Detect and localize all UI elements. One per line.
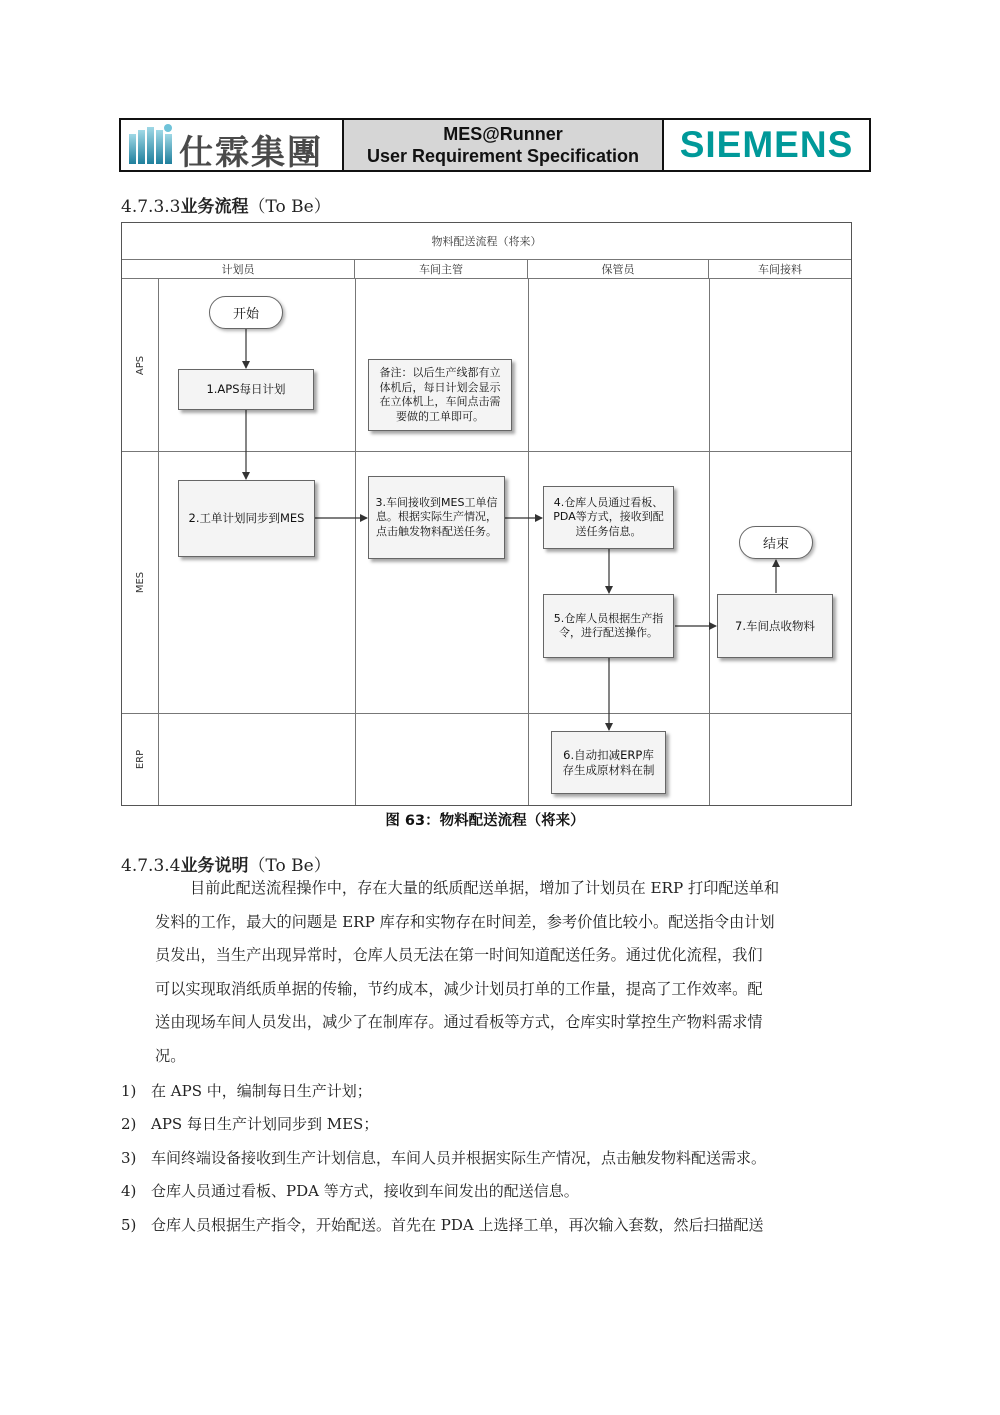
list-item-number: 4): [121, 1182, 137, 1200]
swimlane-flowchart: [121, 222, 852, 806]
paragraph-line: 可以实现取消纸质单据的传输，节约成本，减少计划员打单的工作量，提高了工作效率。配: [155, 979, 763, 998]
list-item-text: APS 每日生产计划同步到 MES；: [151, 1115, 379, 1133]
list-item: [121, 1147, 766, 1168]
company-logo: [123, 122, 341, 173]
section-suffix: （To Be）: [248, 856, 331, 876]
section-suffix: （To Be）: [248, 197, 331, 217]
section-heading-process: [121, 192, 331, 217]
document-title-block: [342, 120, 664, 170]
note-box: 备注：以后生产线都有立体机后，每日计划会显示在立体机上，车间点击需要做的工单即可。: [368, 359, 512, 431]
step-3-workshop-receive: 3.车间接收到MES工单信息。根据实际生产情况，点击触发物料配送任务。: [368, 476, 505, 559]
section-title: 业务流程: [180, 197, 249, 217]
start-node: 开始: [209, 296, 283, 329]
list-item-number: 3): [121, 1149, 137, 1167]
step-6-erp-deduction: 6.自动扣减ERP库存生成原材料在制: [551, 731, 666, 794]
step-2-sync-to-mes: 2.工单计划同步到MES: [178, 480, 315, 557]
description-paragraph: [155, 872, 865, 1073]
siemens-logo: [664, 120, 869, 170]
list-item-number: 5): [121, 1216, 137, 1234]
document-type: User Requirement Specification: [366, 146, 640, 166]
list-item: [121, 1080, 372, 1101]
paragraph-line: 员发出，当生产出现异常时，仓库人员无法在第一时间知道配送任务。通过优化流程，我们: [155, 946, 763, 964]
list-item-number: 1): [121, 1082, 137, 1100]
column-header-workshop-receiving: 车间接料: [709, 260, 851, 279]
document-header: [119, 118, 871, 172]
list-item: [121, 1214, 764, 1235]
list-item-number: 2): [121, 1115, 137, 1133]
step-4-warehouse-receive: 4.仓库人员通过看板、PDA等方式，接收到配送任务信息。: [543, 486, 674, 549]
figure-caption: 图 63：物料配送流程（将来）: [385, 813, 585, 829]
list-item-text: 仓库人员根据生产指令，开始配送。首先在 PDA 上选择工单，再次输入套数，然后扫描配送: [151, 1216, 764, 1234]
column-header-storekeeper: 保管员: [528, 260, 709, 279]
section-title: 业务说明: [180, 856, 249, 876]
paragraph-line: 目前此配送流程操作中，存在大量的纸质配送单据，增加了计划员在 ERP 打印配送单和: [190, 879, 780, 897]
list-item: [121, 1113, 378, 1134]
list-item: [121, 1180, 579, 1201]
flowchart-title: 物料配送流程（将来）: [122, 223, 851, 260]
section-number: 4.7.3.3: [121, 197, 181, 217]
paragraph-line: 送由现场车间人员发出，减少了在制库存。通过看板等方式，仓库实时掌控生产物料需求情: [155, 1013, 763, 1031]
list-item-text: 在 APS 中，编制每日生产计划；: [151, 1082, 372, 1100]
column-header-planner: 计划员: [122, 260, 355, 279]
company-logo-icon: [125, 122, 185, 168]
lane-label-mes: MES: [134, 571, 146, 593]
list-item-text: 仓库人员通过看板、PDA 等方式，接收到车间发出的配送信息。: [151, 1182, 579, 1200]
list-item-text: 车间终端设备接收到生产计划信息，车间人员并根据实际生产情况，点击触发物料配送需求。: [151, 1149, 767, 1167]
lane-label-erp: ERP: [134, 749, 146, 769]
lane-label-aps: APS: [135, 355, 146, 375]
step-7-workshop-acceptance: 7.车间点收物料: [717, 594, 833, 658]
company-logo-text: 仕霖集團: [179, 133, 323, 173]
step-1-aps-daily-plan: 1.APS每日计划: [178, 369, 314, 410]
column-header-workshop-supervisor: 车间主管: [355, 260, 528, 279]
brand-name: SIEMENS: [679, 124, 854, 165]
paragraph-line: 况。: [155, 1046, 186, 1065]
paragraph-line: 发料的工作，最大的问题是 ERP 库存和实物存在时间差，参考价值比较小。配送指令由计划: [155, 912, 775, 931]
product-name: MES@Runner: [443, 124, 563, 144]
step-5-delivery-operation: 5.仓库人员根据生产指令，进行配送操作。: [543, 594, 674, 658]
end-node: 结束: [739, 526, 813, 559]
section-number: 4.7.3.4: [121, 856, 181, 876]
